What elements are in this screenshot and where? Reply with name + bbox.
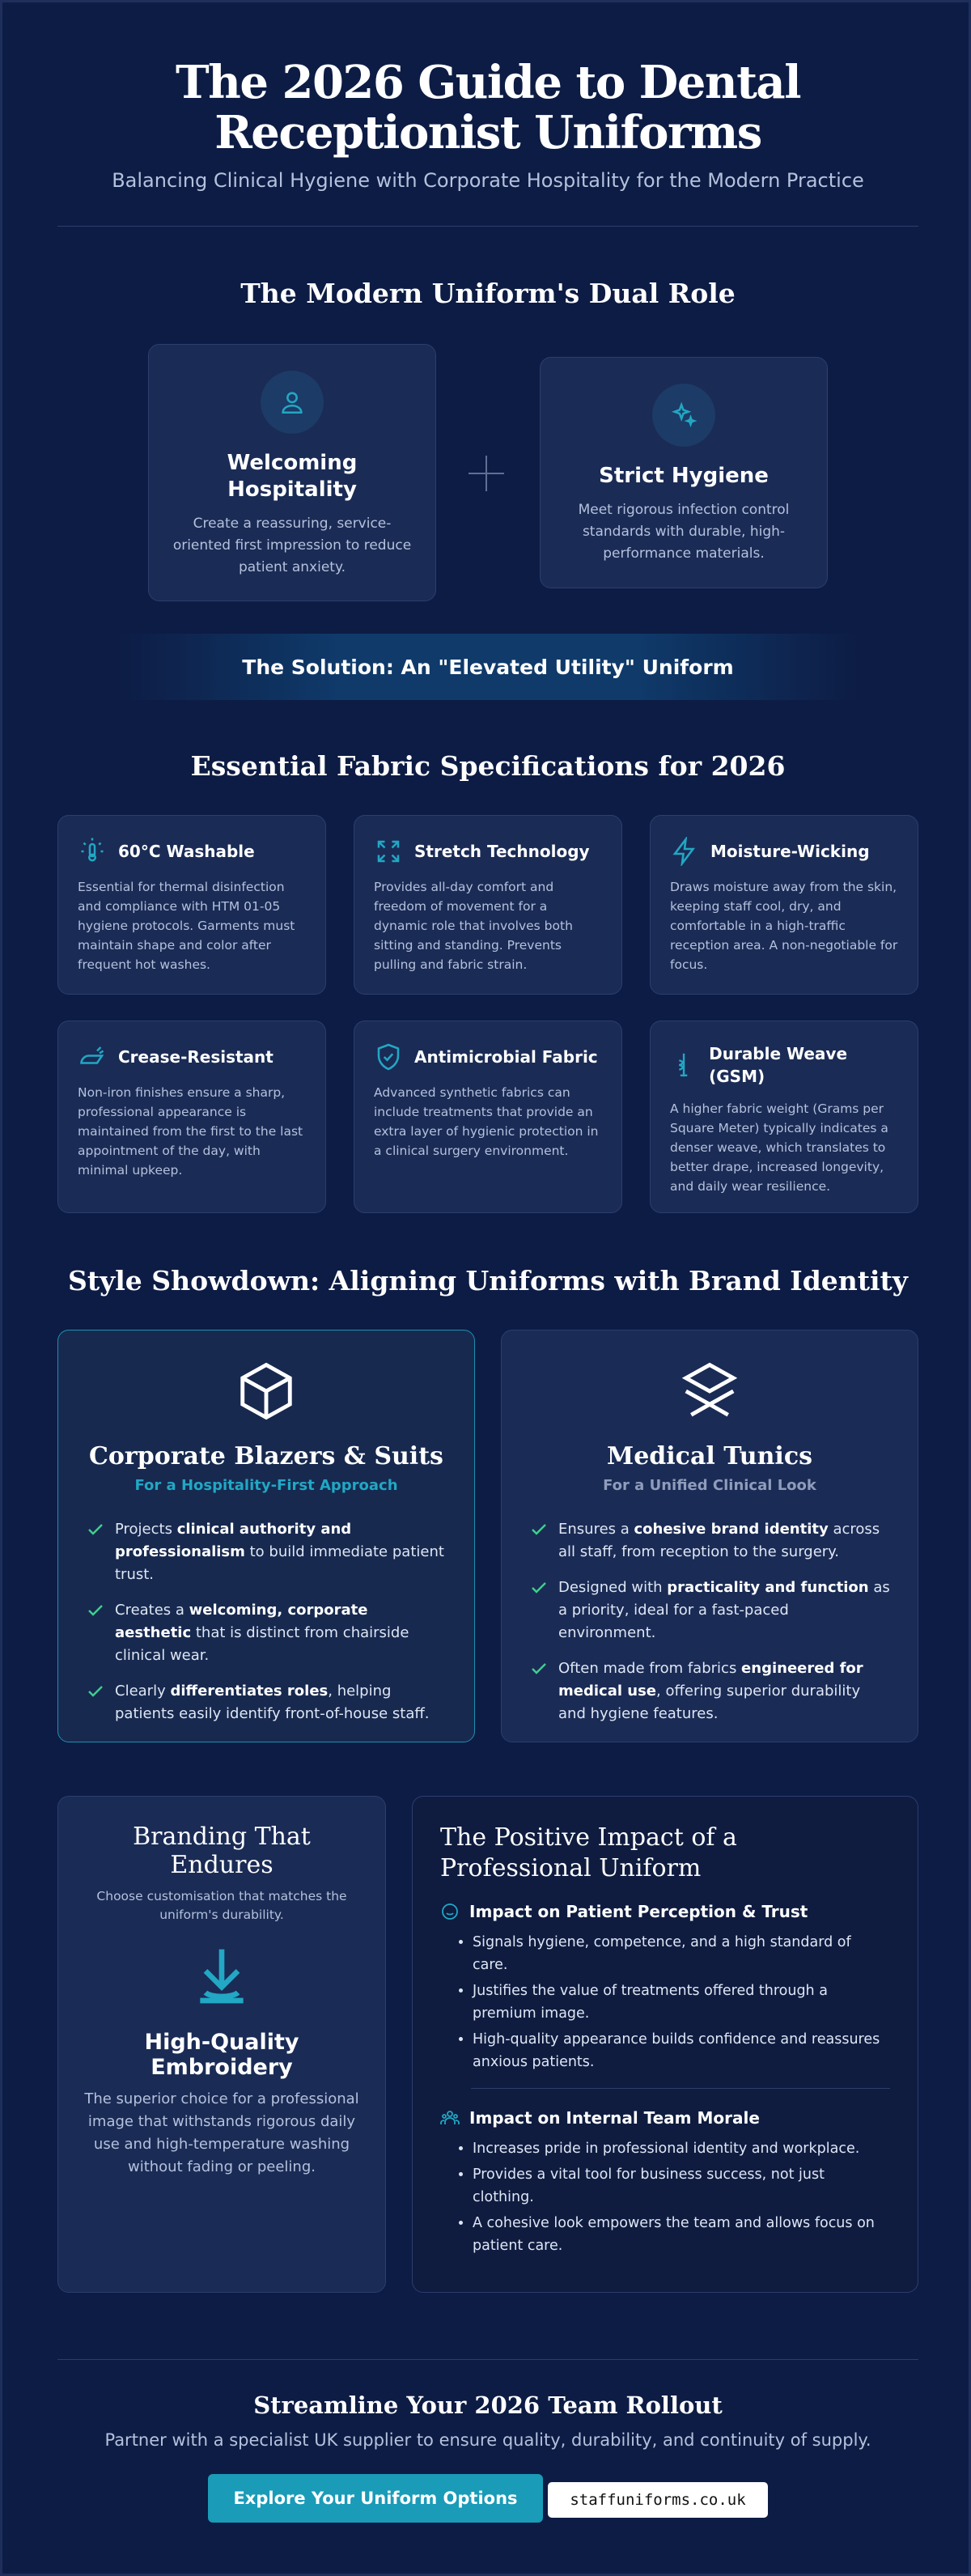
impact-title: The Positive Impact of a Professional Uniform bbox=[440, 1823, 737, 1882]
person-icon bbox=[261, 371, 324, 434]
list-item: • A cohesive look empowers the team and allows focus on patient care. bbox=[473, 2212, 890, 2257]
impact-patient-heading: Impact on Patient Perception & Trust bbox=[440, 1902, 890, 1921]
fabric-title: Moisture-Wicking bbox=[710, 842, 870, 861]
check-icon bbox=[531, 1581, 547, 1594]
shield-check-icon bbox=[374, 1042, 403, 1072]
divider bbox=[57, 2359, 918, 2360]
plus-icon bbox=[467, 454, 506, 493]
list-item: • High-quality appearance builds confidence and reassures anxious patients. bbox=[473, 2028, 890, 2073]
smile-icon bbox=[440, 1902, 460, 1921]
fabric-title: Crease-Resistant bbox=[118, 1047, 273, 1067]
list-item: • Justifies the value of treatments offered through a premium image. bbox=[473, 1980, 890, 2025]
impact-card bbox=[412, 1796, 918, 2293]
fabric-card-washable bbox=[57, 815, 326, 995]
fabric-heading: Essential Fabric Specifications for 2026 bbox=[190, 750, 786, 782]
blazers-title: Corporate Blazers & Suits bbox=[89, 1442, 443, 1470]
solution-banner: The Solution: An "Elevated Utility" Uniform bbox=[116, 634, 860, 700]
check-icon bbox=[87, 1523, 104, 1536]
fabric-text: Essential for thermal disinfection and compliance with HTM 01-05 hygiene protocols. Garments must maintain shape and color after frequent hot washes. bbox=[78, 880, 295, 972]
blazers-subtitle: For a Hospitality-First Approach bbox=[134, 1477, 398, 1494]
expand-arrows-icon bbox=[374, 837, 403, 866]
fabric-text: Non-iron finishes ensure a sharp, professional appearance is maintained from the first to the last appointment of the day, with minimal upkeep. bbox=[78, 1085, 303, 1178]
fabric-card-weave bbox=[650, 1021, 918, 1213]
check-icon bbox=[531, 1523, 547, 1536]
hospitality-title: Welcoming Hospitality bbox=[227, 451, 358, 502]
page-subtitle: Balancing Clinical Hygiene with Corporate Hospitality for the Modern Practice bbox=[112, 169, 864, 192]
team-icon bbox=[440, 2108, 460, 2128]
fabric-title: 60°C Washable bbox=[118, 842, 255, 861]
thermometer-sun-icon bbox=[78, 837, 107, 866]
hospitality-text: Create a reassuring, service-oriented first impression to reduce patient anxiety. bbox=[172, 516, 412, 575]
tunics-list bbox=[529, 1518, 890, 1725]
impact-team-list bbox=[440, 2137, 890, 2257]
divider bbox=[471, 2088, 890, 2089]
fabric-text: Advanced synthetic fabrics can include treatments that provide an extra layer of hygienic protection in a clinical surgery environment. bbox=[374, 1085, 599, 1158]
box-icon bbox=[235, 1360, 298, 1423]
branding-card bbox=[57, 1796, 386, 2293]
divider bbox=[57, 226, 918, 227]
embroidery-title: High-Quality Embroidery bbox=[144, 2030, 299, 2080]
fabric-card-antimicrobial bbox=[354, 1021, 622, 1213]
list-item: Creates a welcoming, corporate aesthetic that is distinct from chairside clinical wear. bbox=[86, 1599, 447, 1667]
spool-icon bbox=[670, 1050, 698, 1080]
layers-icon bbox=[678, 1360, 741, 1423]
fabric-text: A higher fabric weight (Grams per Square Meter) typically indicates a denser weave, which translates to better drape, increased longevity, and daily wear resilience. bbox=[670, 1101, 888, 1194]
list-item: Ensures a cohesive brand identity across all staff, from reception to the surgery. bbox=[529, 1518, 890, 1564]
impact-team-heading: Impact on Internal Team Morale bbox=[440, 2108, 890, 2128]
blazers-card bbox=[57, 1330, 475, 1742]
hygiene-text: Meet rigorous infection control standards with durable, high-performance materials. bbox=[578, 502, 790, 562]
dual-role-heading: The Modern Uniform's Dual Role bbox=[240, 278, 736, 309]
fabric-card-stretch bbox=[354, 815, 622, 995]
footer bbox=[2, 2391, 971, 2450]
hygiene-title: Strict Hygiene bbox=[599, 464, 769, 488]
header bbox=[2, 57, 971, 192]
iron-icon bbox=[78, 1042, 107, 1072]
list-item: • Provides a vital tool for business success, not just clothing. bbox=[473, 2163, 890, 2209]
style-heading: Style Showdown: Aligning Uniforms with Brand Identity bbox=[68, 1265, 908, 1296]
tunics-card bbox=[501, 1330, 918, 1742]
list-item: Often made from fabrics engineered for medical use, offering superior durability and hygiene features. bbox=[529, 1657, 890, 1725]
list-item: • Signals hygiene, competence, and a high standard of care. bbox=[473, 1931, 890, 1976]
list-item: Clearly differentiates roles, helping patients easily identify front-of-house staff. bbox=[86, 1680, 447, 1725]
branding-note: Choose customisation that matches the uniform's durability. bbox=[96, 1889, 347, 1922]
website-link[interactable]: staffuniforms.co.uk bbox=[548, 2482, 768, 2518]
sparkles-icon bbox=[652, 384, 715, 447]
fabric-title: Stretch Technology bbox=[414, 842, 590, 861]
check-icon bbox=[531, 1662, 547, 1675]
fabric-title: Antimicrobial Fabric bbox=[414, 1047, 598, 1067]
check-icon bbox=[87, 1685, 104, 1698]
footer-text: Partner with a specialist UK supplier to ensure quality, durability, and continuity of supply. bbox=[104, 2430, 871, 2450]
page-title: The 2026 Guide to Dental Receptionist Uniforms bbox=[175, 56, 800, 159]
explore-button[interactable]: Explore Your Uniform Options bbox=[208, 2474, 543, 2523]
impact-patient-list bbox=[440, 1931, 890, 2073]
footer-heading: Streamline Your 2026 Team Rollout bbox=[253, 2391, 723, 2419]
fabric-text: Provides all-day comfort and freedom of movement for a dynamic role that involves both sitting and standing. Prevents pulling and fabric strain. bbox=[374, 880, 573, 972]
embroidery-text: The superior choice for a professional image that withstands rigorous daily use and high-temperature washing without fading or peeling. bbox=[84, 2090, 359, 2175]
list-item: Projects clinical authority and professionalism to build immediate patient trust. bbox=[86, 1518, 447, 1586]
blazers-list bbox=[86, 1518, 447, 1725]
branding-title: Branding That Endures bbox=[133, 1823, 311, 1879]
tunics-title: Medical Tunics bbox=[607, 1442, 812, 1470]
fabric-card-crease bbox=[57, 1021, 326, 1213]
download-icon bbox=[189, 1944, 254, 2009]
fabric-text: Draws moisture away from the skin, keeping staff cool, dry, and comfortable in a high-traffic reception area. A non-negotiable for focus. bbox=[670, 880, 898, 972]
hospitality-card bbox=[148, 344, 436, 601]
check-icon bbox=[87, 1604, 104, 1617]
fabric-card-moisture bbox=[650, 815, 918, 995]
list-item: Designed with practicality and function as a priority, ideal for a fast-paced environment. bbox=[529, 1577, 890, 1644]
hygiene-card bbox=[540, 357, 828, 588]
list-item: • Increases pride in professional identity and workplace. bbox=[473, 2137, 890, 2160]
tunics-subtitle: For a Unified Clinical Look bbox=[603, 1477, 816, 1494]
lightning-icon bbox=[670, 837, 699, 866]
fabric-title: Durable Weave (GSM) bbox=[709, 1044, 848, 1086]
